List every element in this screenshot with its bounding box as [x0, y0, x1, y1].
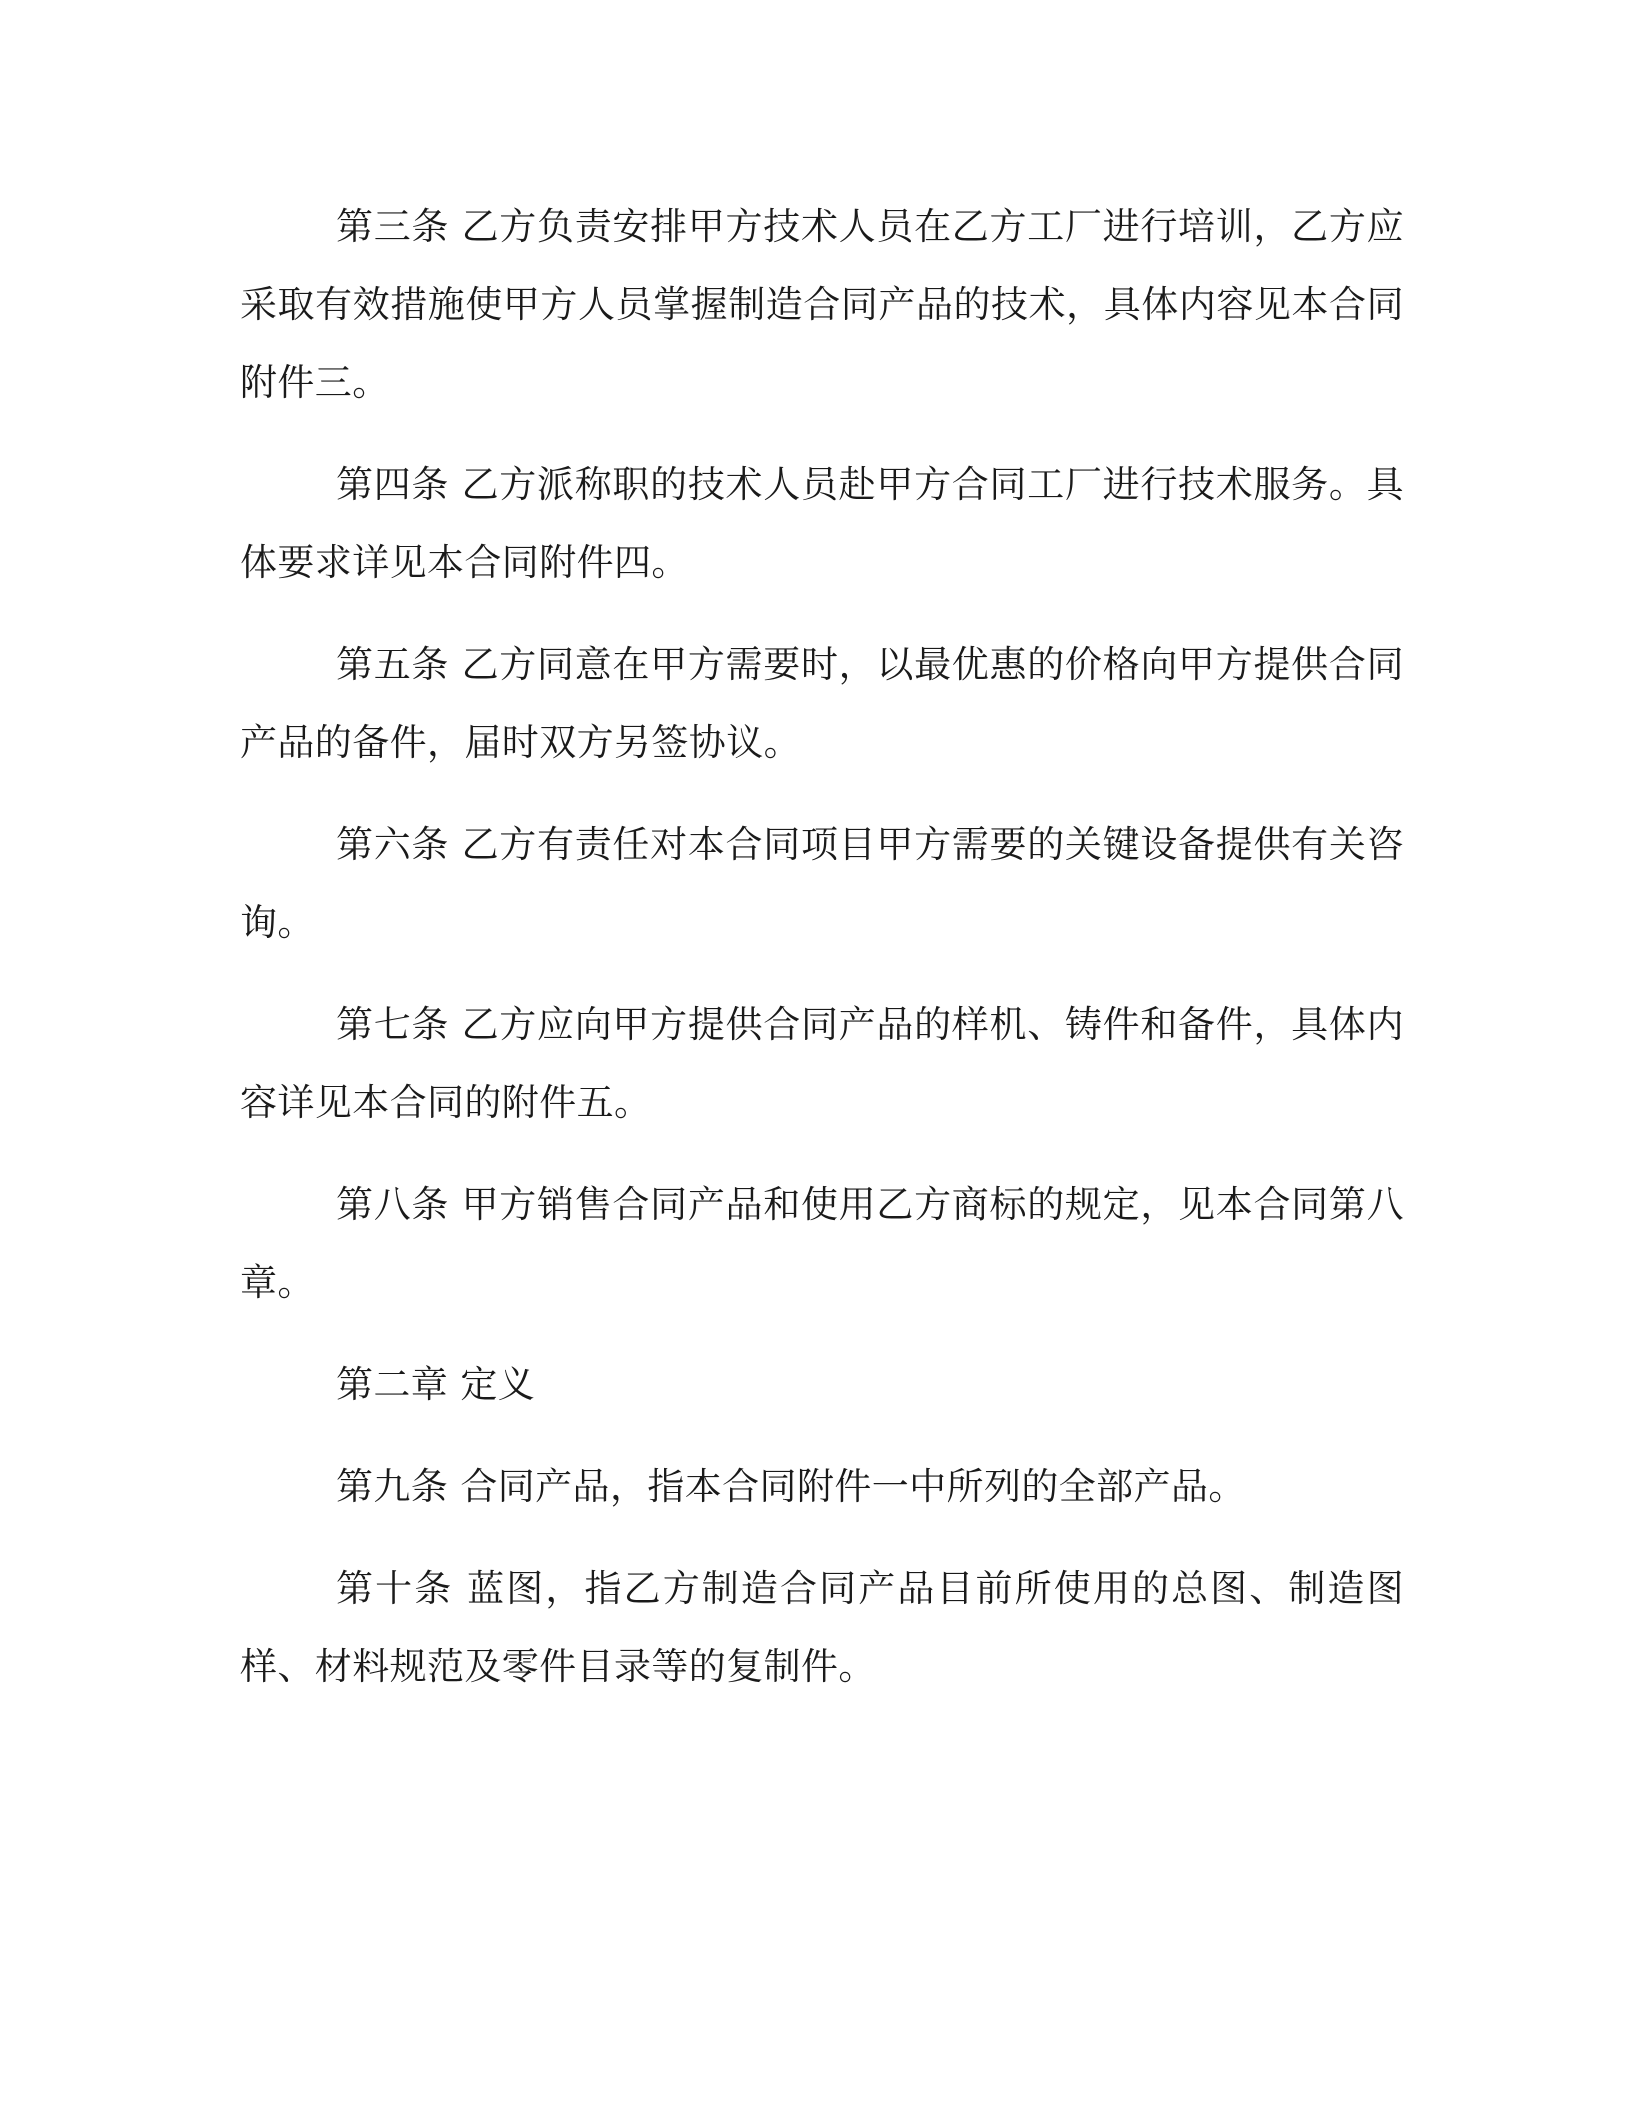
article-3-paragraph: [240, 188, 1404, 422]
article-4-paragraph: [240, 446, 1404, 602]
article-6-text: 第六条 乙方有责任对本合同项目甲方需要的关键设备提供有关咨询。: [240, 823, 1404, 944]
chapter-2-heading: [240, 1346, 1404, 1424]
article-5-text: 第五条 乙方同意在甲方需要时，以最优惠的价格向甲方提供合同产品的备件，届时双方另签协议。: [240, 643, 1404, 764]
article-9-text: 第九条 合同产品，指本合同附件一中所列的全部产品。: [336, 1465, 1246, 1508]
article-7-paragraph: [240, 986, 1404, 1142]
article-9-paragraph: [240, 1448, 1404, 1526]
article-10-paragraph: [240, 1550, 1404, 1706]
article-8-text: 第八条 甲方销售合同产品和使用乙方商标的规定，见本合同第八章。: [240, 1183, 1404, 1304]
article-5-paragraph: [240, 626, 1404, 782]
article-7-text: 第七条 乙方应向甲方提供合同产品的样机、铸件和备件，具体内容详见本合同的附件五。: [240, 1003, 1404, 1124]
article-8-paragraph: [240, 1166, 1404, 1322]
article-3-text: 第三条 乙方负责安排甲方技术人员在乙方工厂进行培训，乙方应采取有效措施使甲方人员掌握制造合同产品的技术，具体内容见本合同附件三。: [240, 205, 1404, 404]
document-body: [240, 188, 1404, 1730]
article-4-text: 第四条 乙方派称职的技术人员赴甲方合同工厂进行技术服务。具体要求详见本合同附件四。: [240, 463, 1404, 584]
article-6-paragraph: [240, 806, 1404, 962]
chapter-2-text: 第二章 定义: [336, 1363, 536, 1406]
article-10-text: 第十条 蓝图，指乙方制造合同产品目前所使用的总图、制造图样、材料规范及零件目录等的复制件。: [240, 1567, 1404, 1688]
